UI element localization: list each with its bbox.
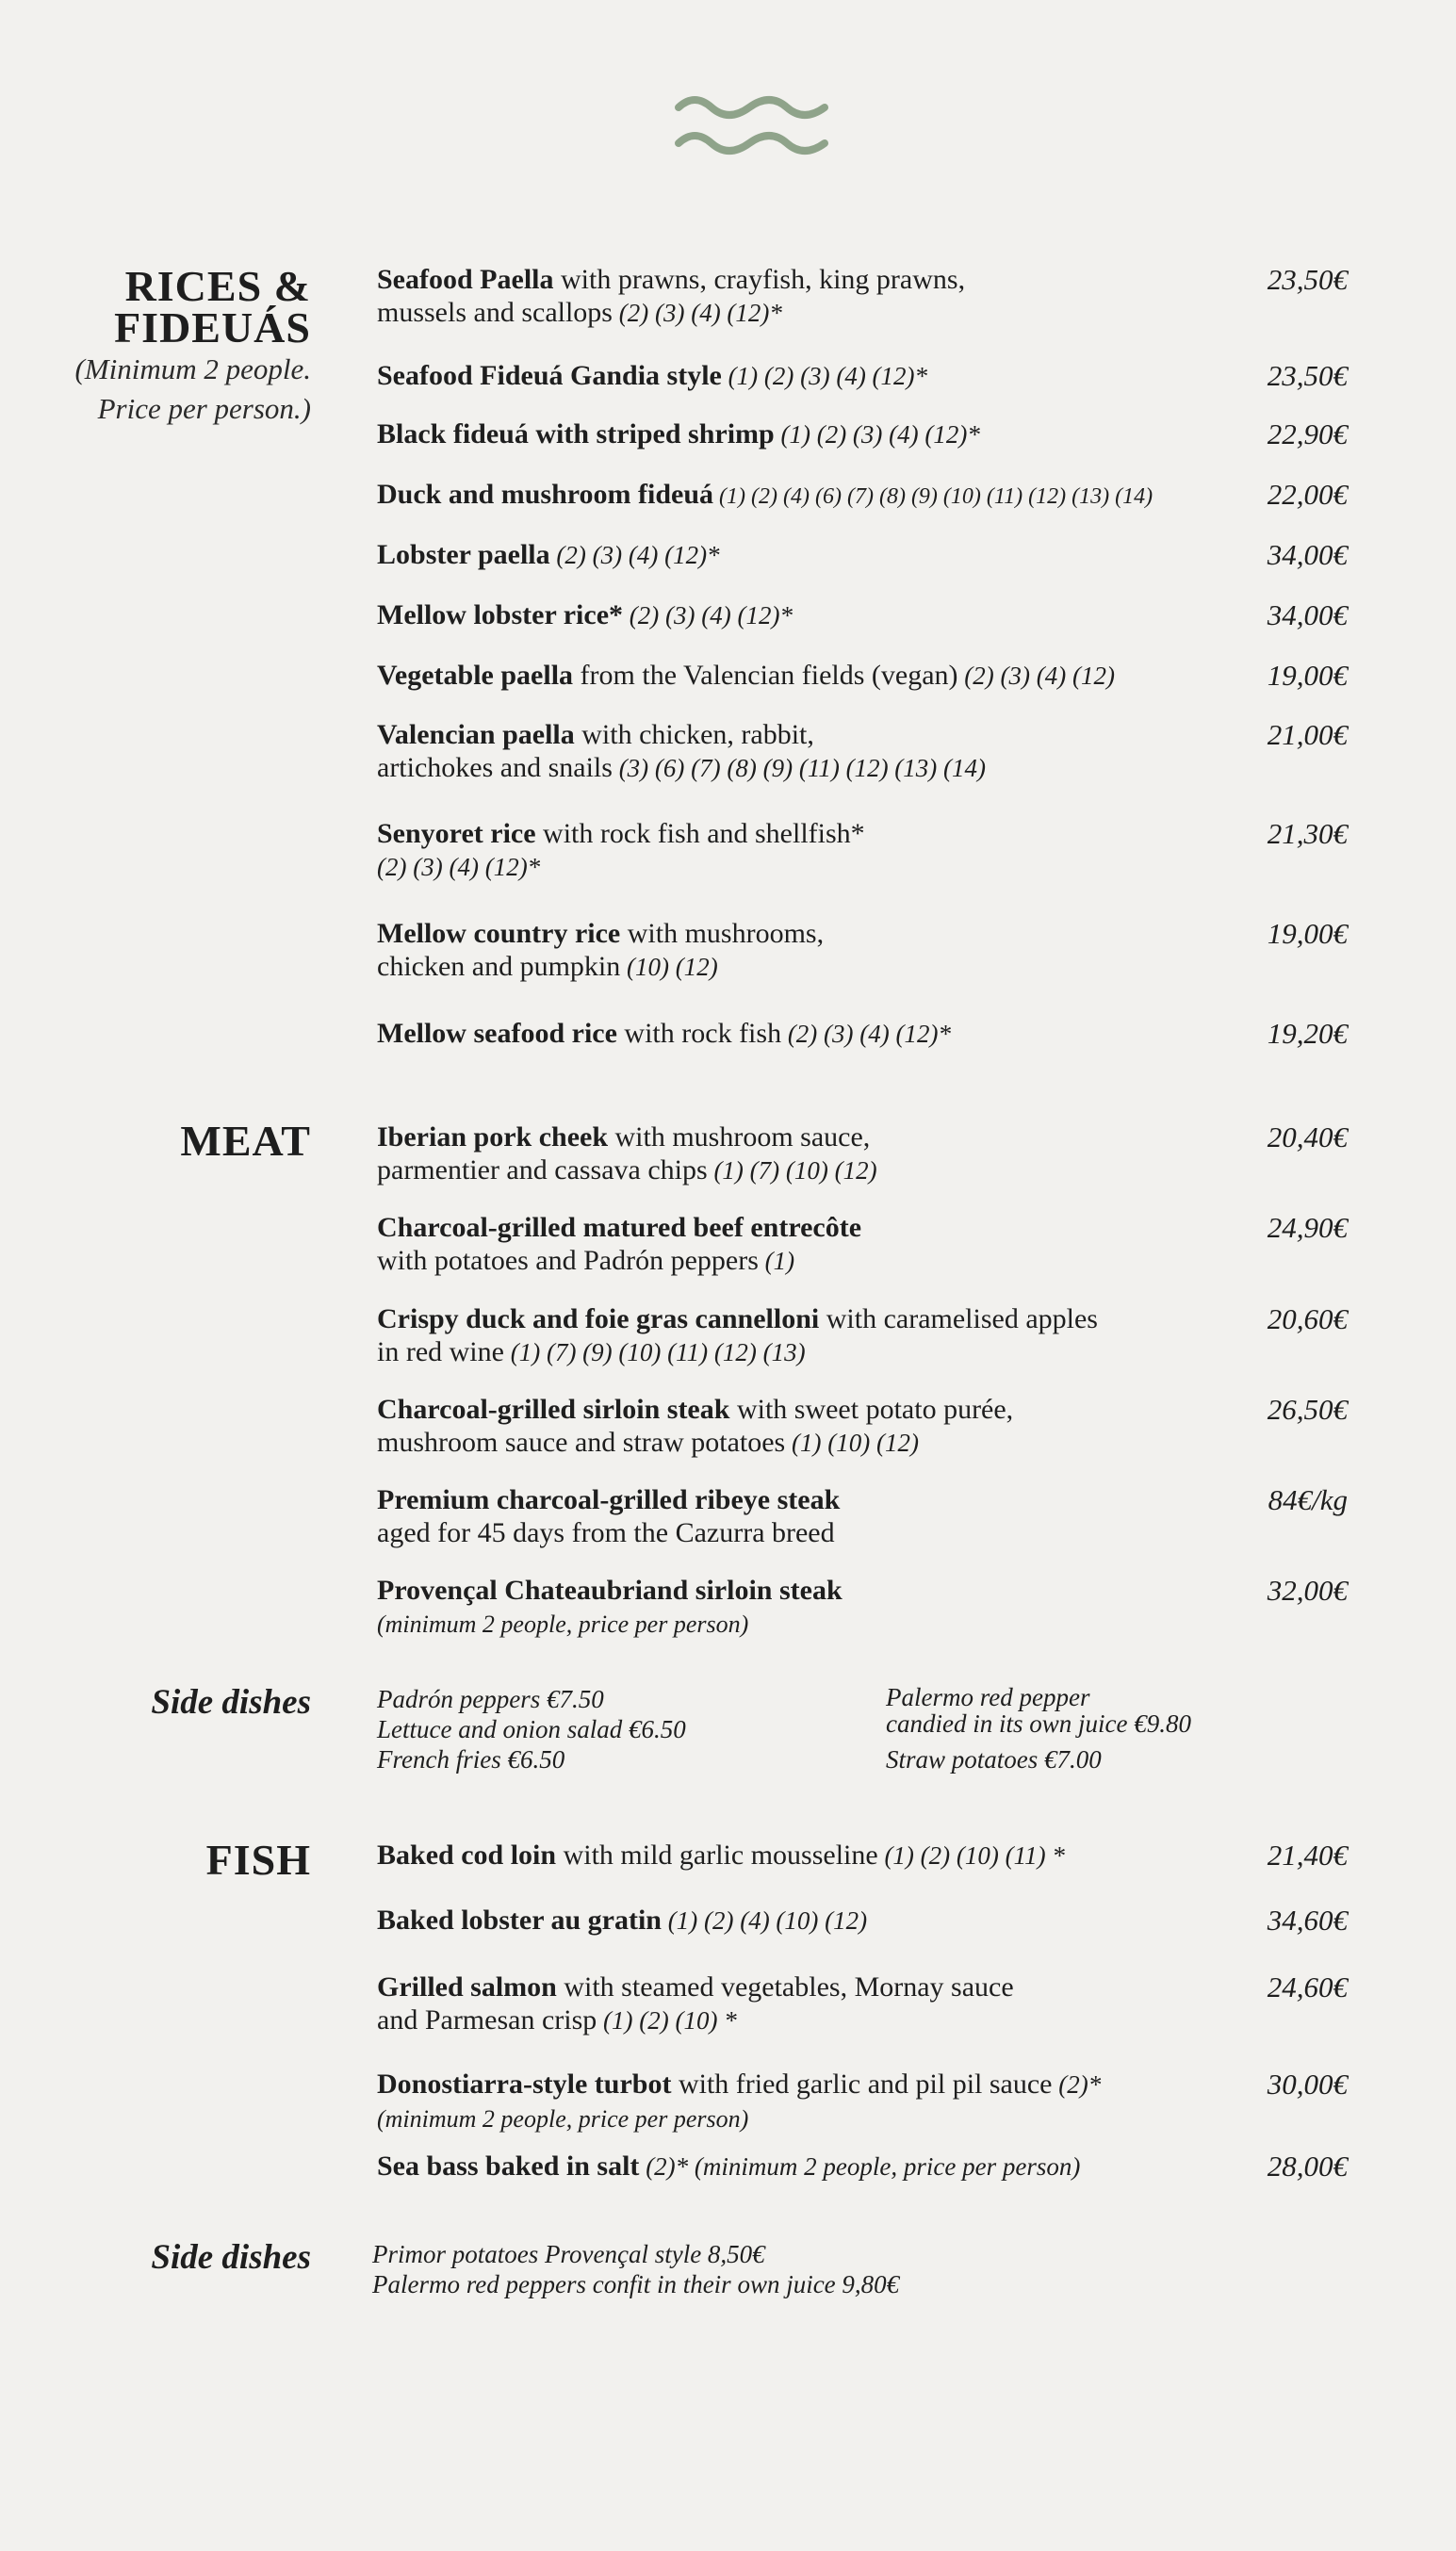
item-price: 19,00€ — [1267, 917, 1348, 950]
wave-logo-icon — [674, 87, 829, 162]
menu-item — [377, 263, 1348, 330]
item-price: 26,50€ — [1267, 1393, 1348, 1426]
menu-item — [377, 917, 1348, 984]
item-price: 30,00€ — [1267, 2068, 1348, 2101]
side-dish: Straw potatoes €7.00 — [886, 1745, 1102, 1774]
item-allergens: (1) (2) (4) (10) (12) — [661, 1906, 868, 1935]
item-price: 32,00€ — [1267, 1574, 1348, 1607]
menu-item — [377, 817, 1348, 884]
item-allergens: (2) (3) (4) (12)* — [623, 601, 793, 630]
menu-item — [377, 718, 1348, 785]
item-price: 23,50€ — [1267, 263, 1348, 296]
item-name: Sea bass baked in salt — [377, 2150, 640, 2182]
item-price: 24,90€ — [1267, 1211, 1348, 1244]
menu-item — [377, 1302, 1348, 1369]
menu-item — [377, 1574, 1348, 1641]
item-description-line2: aged for 45 days from the Cazurra breed — [377, 1517, 835, 1548]
item-allergens: (1) (7) (10) (12) — [707, 1156, 877, 1185]
item-price: 34,60€ — [1267, 1904, 1348, 1937]
meat-side-dishes-title: Side dishes — [151, 1683, 311, 1722]
item-name: Seafood Fideuá Gandia style — [377, 360, 722, 391]
side-dish: Primor potatoes Provençal style 8,50€ — [372, 2240, 765, 2268]
menu-item — [377, 1904, 1348, 1938]
item-price: 22,00€ — [1267, 478, 1348, 511]
item-name: Seafood Paella — [377, 264, 554, 295]
item-price: 19,00€ — [1267, 659, 1348, 692]
item-price: 19,20€ — [1267, 1017, 1348, 1050]
item-description: with mushrooms, — [620, 918, 825, 949]
item-name: Duck and mushroom fideuá — [377, 479, 714, 510]
item-description: with fried garlic and pil pil sauce — [671, 2069, 1053, 2100]
menu-item — [377, 1839, 1348, 1872]
item-price: 22,90€ — [1267, 417, 1348, 450]
menu-item — [377, 1211, 1348, 1278]
item-price: 34,00€ — [1267, 598, 1348, 631]
meat-side-dishes-right — [886, 1684, 1191, 1774]
fish-section-title: FISH — [205, 1836, 311, 1884]
menu-item — [377, 2068, 1348, 2135]
item-description: with mushroom sauce, — [608, 1121, 871, 1153]
meat-side-dishes-left — [377, 1684, 686, 1774]
menu-item — [377, 538, 1348, 572]
item-description-line2: chicken and pumpkin — [377, 951, 621, 982]
item-allergens: (2) (3) (4) (12)* — [377, 853, 541, 881]
item-allergens: (1) (2) (3) (4) (12)* — [774, 420, 980, 449]
item-price: 21,40€ — [1267, 1839, 1348, 1872]
item-name: Iberian pork cheek — [377, 1121, 609, 1153]
item-name: Vegetable paella — [377, 660, 574, 691]
side-dish: Padrón peppers €7.50 — [377, 1685, 604, 1713]
item-note: (minimum 2 people, price per person) — [377, 2105, 749, 2133]
item-price: 21,30€ — [1267, 817, 1348, 850]
item-description-line2: parmentier and cassava chips — [377, 1154, 708, 1186]
menu-item — [377, 1483, 1348, 1549]
rices-note-line2: Price per person.) — [97, 392, 311, 425]
item-description: with chicken, rabbit, — [574, 719, 814, 750]
item-name: Black fideuá with striped shrimp — [377, 418, 775, 450]
item-allergens: (2)* — [1052, 2070, 1102, 2099]
item-allergens: (1) (2) (4) (6) (7) (8) (9) (10) (11) (12) (13) (14) — [713, 484, 1153, 509]
side-dish: candied in its own juice €9.80 — [886, 1709, 1191, 1738]
item-allergens: (1) (2) (10) * — [597, 2006, 737, 2035]
item-allergens: (2) (3) (4) (12)* — [612, 299, 782, 327]
item-description-line2: mushroom sauce and straw potatoes — [377, 1427, 786, 1458]
rices-title-line2: FIDEUÁS — [114, 303, 311, 352]
item-description-line2: with potatoes and Padrón peppers — [377, 1245, 759, 1276]
item-name: Charcoal-grilled matured beef entrecôte — [377, 1212, 862, 1243]
item-price: 28,00€ — [1267, 2150, 1348, 2183]
item-description: with rock fish and shellfish* — [535, 818, 865, 849]
item-price: 23,50€ — [1267, 359, 1348, 392]
item-allergens: (2) (3) (4) (12)* — [549, 541, 720, 569]
item-allergens: (1) (2) (3) (4) (12)* — [721, 362, 928, 390]
item-name: Baked cod loin — [377, 1840, 557, 1871]
side-dish: French fries €6.50 — [377, 1745, 565, 1774]
item-name: Grilled salmon — [377, 1971, 557, 2003]
item-name: Valencian paella — [377, 719, 575, 750]
menu-item — [377, 1120, 1348, 1187]
item-allergens: (1) (10) (12) — [785, 1429, 919, 1457]
side-dish: Palermo red peppers confit in their own juice 9,80€ — [372, 2270, 900, 2298]
menu-item — [377, 2150, 1348, 2183]
item-description-line2: in red wine — [377, 1336, 504, 1367]
item-name: Mellow lobster rice* — [377, 599, 624, 630]
item-note: (minimum 2 people, price per person) — [377, 1611, 749, 1638]
item-description: from the Valencian fields (vegan) — [573, 660, 958, 691]
item-name: Baked lobster au gratin — [377, 1905, 662, 1936]
meat-section-title: MEAT — [180, 1117, 311, 1165]
item-price: 20,40€ — [1267, 1120, 1348, 1153]
rices-section-title — [114, 262, 311, 352]
menu-item — [377, 1970, 1348, 2037]
item-name: Senyoret rice — [377, 818, 536, 849]
item-description-line2: and Parmesan crisp — [377, 2004, 597, 2036]
item-price: 21,00€ — [1267, 718, 1348, 751]
item-name: Crispy duck and foie gras cannelloni — [377, 1303, 820, 1334]
item-allergens: (2) (3) (4) (12) — [957, 662, 1115, 690]
item-allergens: (3) (6) (7) (8) (9) (11) (12) (13) (14) — [612, 754, 987, 782]
menu-item — [377, 478, 1348, 514]
item-name: Mellow seafood rice — [377, 1018, 617, 1049]
menu-item — [377, 1017, 1348, 1051]
item-description: with rock fish — [616, 1018, 782, 1049]
menu-item — [377, 598, 1348, 632]
rices-section-note — [74, 350, 311, 429]
menu-item — [377, 659, 1348, 693]
item-name: Mellow country rice — [377, 918, 621, 949]
rices-note-line1: (Minimum 2 people. — [74, 352, 311, 385]
item-name: Donostiarra-style turbot — [377, 2069, 672, 2100]
fish-side-dishes-title: Side dishes — [151, 2238, 311, 2277]
item-name: Provençal Chateaubriand sirloin steak — [377, 1575, 843, 1606]
item-description: with caramelised apples — [819, 1303, 1098, 1334]
item-allergens: (2)* (minimum 2 people, price per person) — [639, 2152, 1081, 2181]
item-description: with mild garlic mousseline — [556, 1840, 878, 1871]
item-description: with steamed vegetables, Mornay sauce — [556, 1971, 1014, 2003]
item-description-line2: mussels and scallops — [377, 297, 613, 328]
item-allergens: (1) (7) (9) (10) (11) (12) (13) — [503, 1338, 806, 1366]
menu-item — [377, 417, 1348, 451]
item-description: with prawns, crayfish, king prawns, — [553, 264, 966, 295]
item-allergens: (2) (3) (4) (12)* — [781, 1020, 951, 1048]
item-allergens: (1) (2) (10) (11) * — [877, 1841, 1065, 1870]
fish-side-dishes — [372, 2239, 899, 2299]
item-name: Charcoal-grilled sirloin steak — [377, 1394, 730, 1425]
item-price: 84€/kg — [1268, 1483, 1348, 1516]
side-dish: Lettuce and onion salad €6.50 — [377, 1715, 686, 1743]
item-name: Lobster paella — [377, 539, 550, 570]
item-description: with sweet potato purée, — [729, 1394, 1014, 1425]
item-price: 20,60€ — [1267, 1302, 1348, 1335]
item-name: Premium charcoal-grilled ribeye steak — [377, 1484, 841, 1515]
menu-item — [377, 359, 1348, 393]
item-description-line2: artichokes and snails — [377, 752, 613, 783]
side-dish: Palermo red pepper — [886, 1683, 1090, 1711]
item-price: 24,60€ — [1267, 1970, 1348, 2003]
rices-title-line1: RICES & — [124, 262, 311, 310]
item-allergens: (10) (12) — [620, 953, 718, 981]
menu-item — [377, 1393, 1348, 1460]
item-price: 34,00€ — [1267, 538, 1348, 571]
item-allergens: (1) — [758, 1247, 795, 1275]
